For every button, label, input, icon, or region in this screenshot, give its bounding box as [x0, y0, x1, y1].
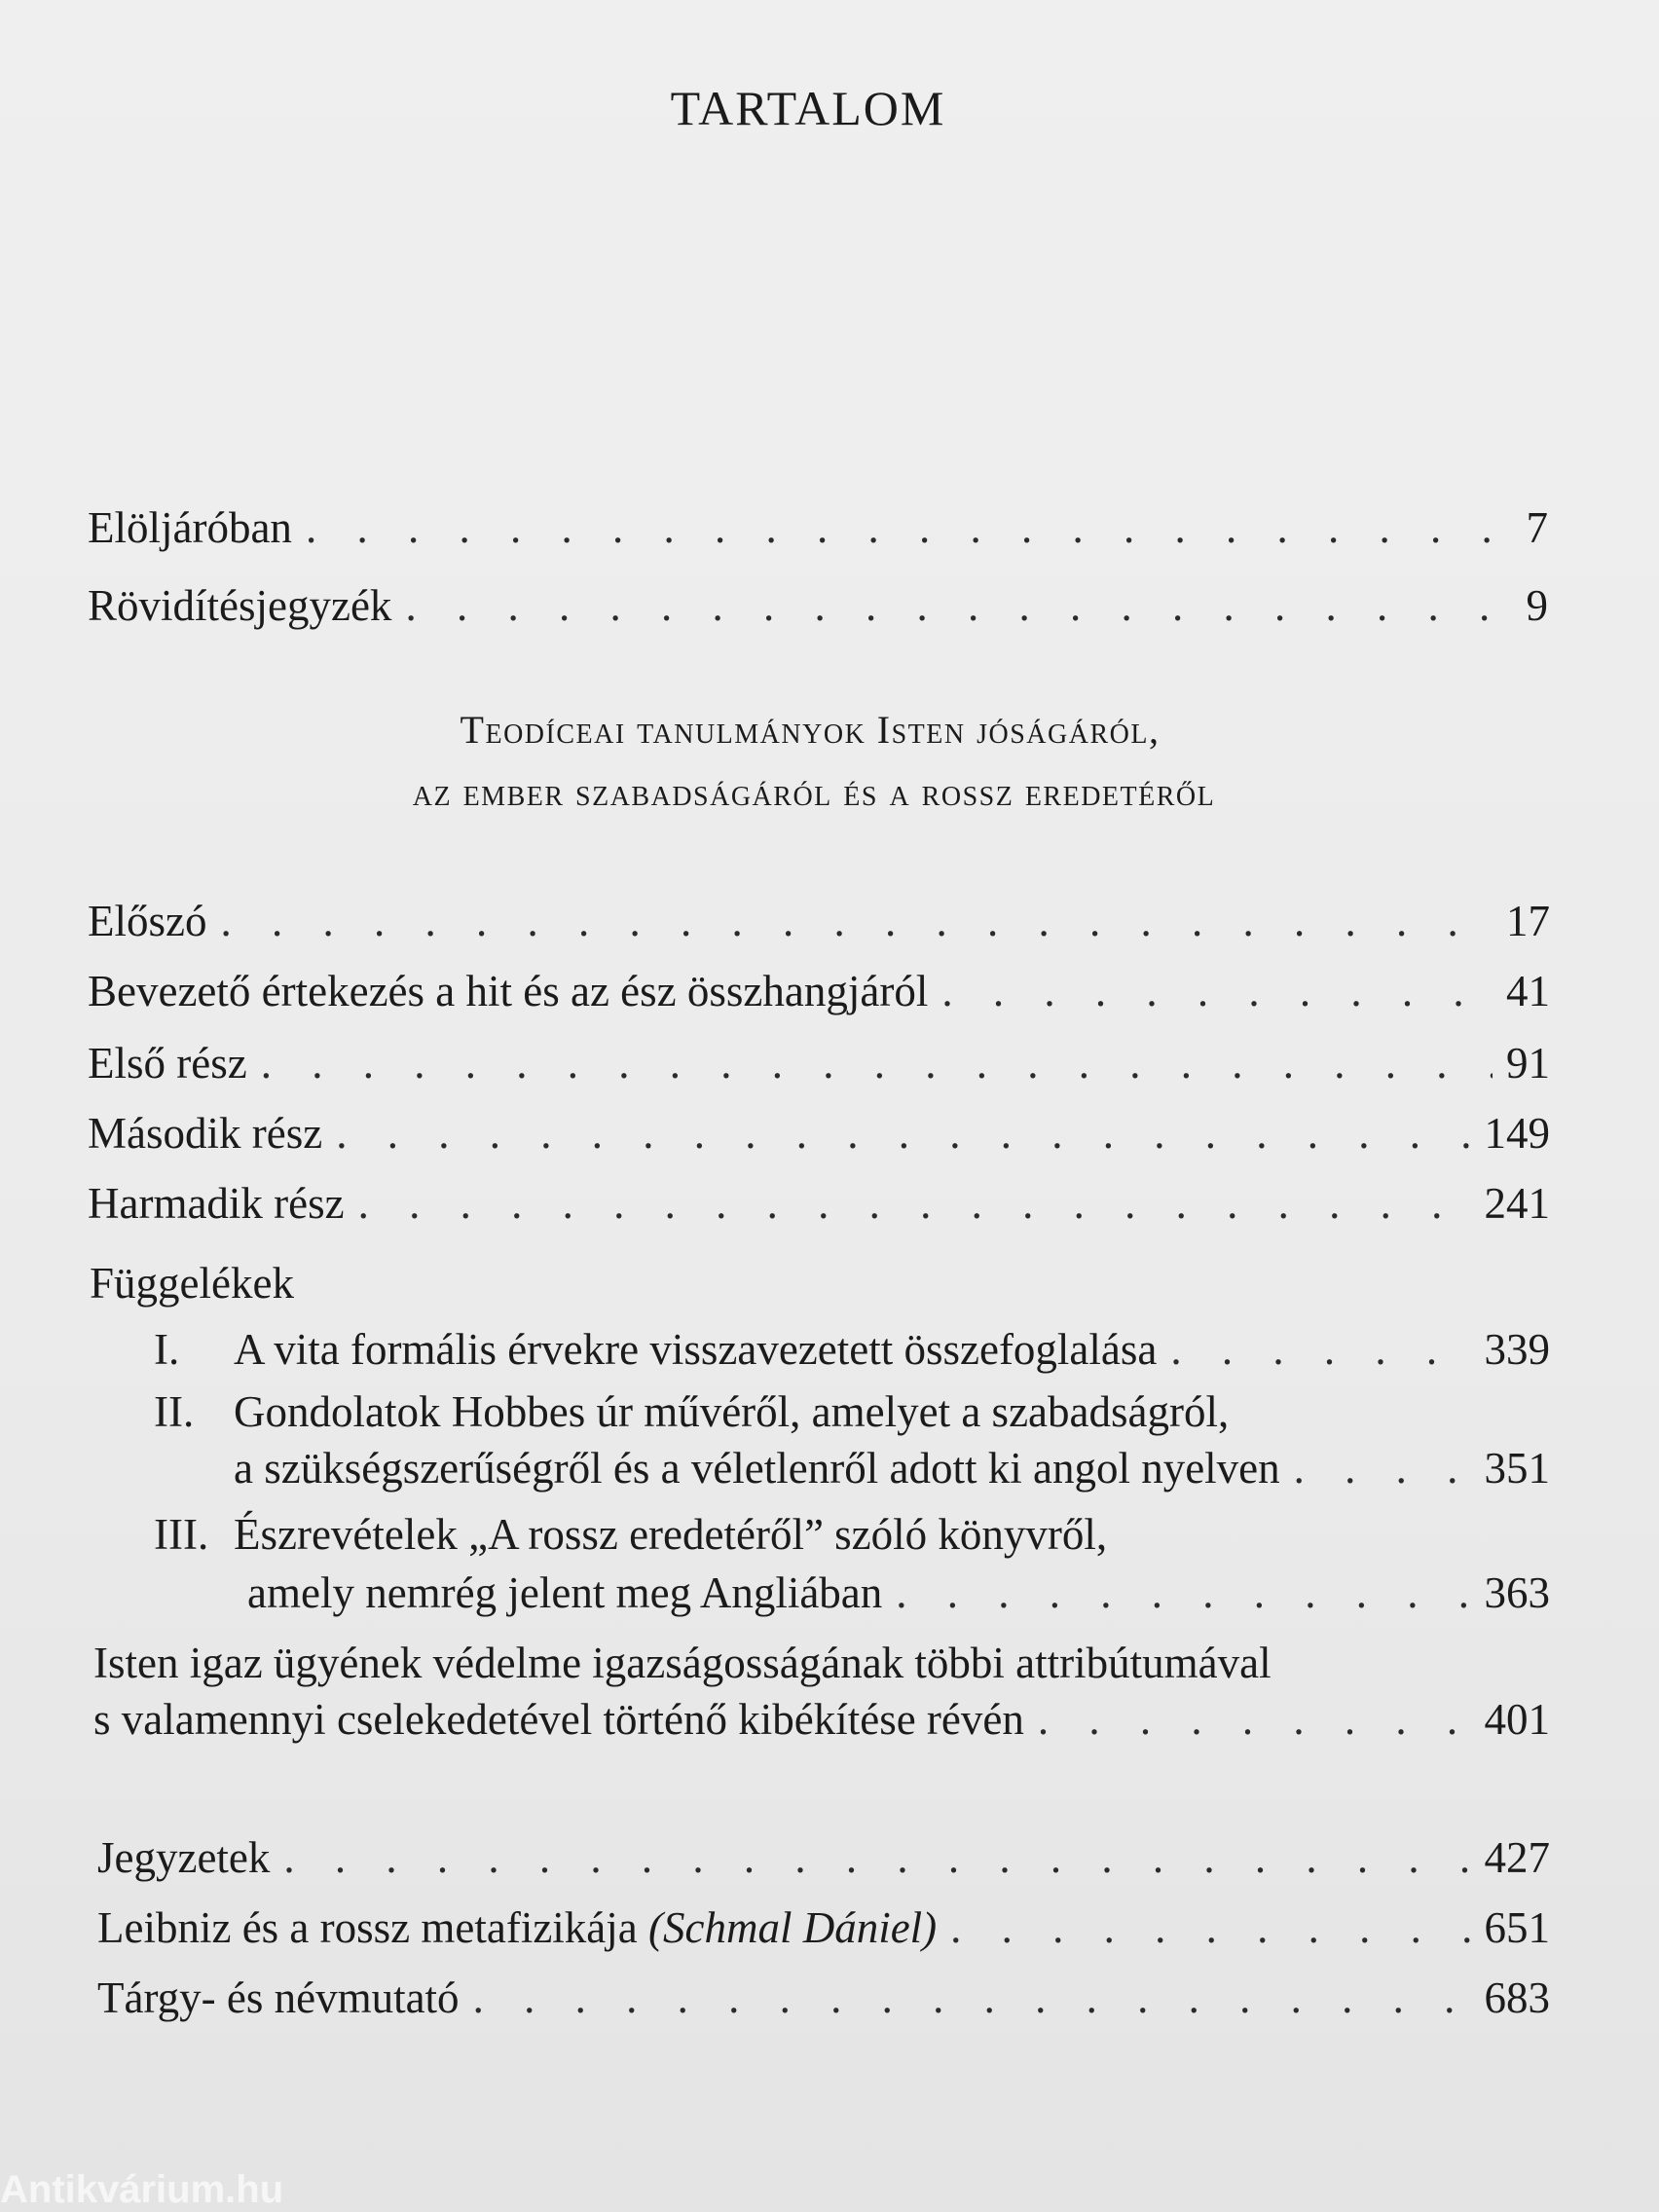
toc-entry: [97, 1900, 1550, 1955]
toc-entry-page: 91: [1506, 1039, 1550, 1088]
leader-dots: [941, 964, 1493, 1018]
toc-entry-page: 427: [1484, 1833, 1550, 1882]
leader-dots: [261, 1036, 1493, 1090]
toc-entry: [88, 1176, 1550, 1231]
appendix-title: Gondolatok Hobbes úr művéről, amelyet a szabadságról,: [234, 1387, 1230, 1436]
leader-dots: [358, 1176, 1471, 1231]
leader-dots: [306, 500, 1513, 555]
toc-entry-page: 241: [1484, 1179, 1550, 1228]
toc-entry-label: Leibniz és a rossz metafizikája: [97, 1903, 638, 1952]
toc-entry-label: Rövidítésjegyzék: [88, 581, 392, 630]
toc-entry: [88, 500, 1548, 555]
causa-dei-line-1: Isten igaz ügyének védelme igazságosságának többi attribútumával: [93, 1639, 1272, 1687]
leader-dots: [336, 1106, 1470, 1161]
toc-entry-page: 9: [1526, 581, 1548, 630]
toc-entry: [88, 964, 1550, 1018]
toc-entry-page: 7: [1526, 503, 1548, 552]
toc-entry-label: Elöljáróban: [88, 503, 292, 552]
leader-dots: [950, 1900, 1470, 1955]
leader-dots: [1170, 1322, 1470, 1377]
leader-dots: [283, 1830, 1470, 1885]
toc-entry-page: 339: [1484, 1325, 1550, 1374]
toc-entry-page: 401: [1484, 1695, 1550, 1744]
toc-entry-label: Első rész: [88, 1039, 247, 1088]
toc-entry-page: 41: [1506, 967, 1550, 1015]
appendix-title: A vita formális érvekre visszavezetett összefoglalása: [234, 1325, 1158, 1374]
toc-entry-label: Bevezető értekezés a hit és az ész összhangjáról: [88, 967, 929, 1015]
toc-entry: [88, 1106, 1550, 1161]
appendix-entry-2-line-1: [154, 1384, 1229, 1439]
appendix-title-continued: amely nemrég jelent meg Angliában: [247, 1568, 883, 1617]
appendix-entry-2-line-2: [234, 1441, 1550, 1495]
leader-dots: [1038, 1692, 1471, 1747]
toc-entry: [88, 894, 1550, 948]
watermark: Antikvárium.hu: [0, 2168, 284, 2211]
appendix-title: Észrevételek „A rossz eredetéről” szóló könyvről,: [234, 1510, 1108, 1559]
causa-dei-title-continued: s valamennyi cselekedetével történő kibékítése révén: [93, 1695, 1024, 1744]
toc-entry: [88, 578, 1548, 633]
appendix-numeral: I.: [154, 1325, 180, 1374]
appendix-title-continued: a szükségszerűségről és a véletlenről adott ki angol nyelven: [234, 1444, 1280, 1493]
appendix-numeral: II.: [154, 1387, 195, 1436]
leader-dots: [1294, 1441, 1471, 1495]
appendix-entry-3-line-1: [154, 1507, 1107, 1562]
toc-entry: [97, 1830, 1550, 1885]
toc-entry-label: Harmadik rész: [88, 1179, 345, 1228]
appendix-numeral: III.: [154, 1510, 209, 1559]
page-title: TARTALOM: [670, 81, 946, 135]
toc-entry-page: 351: [1484, 1444, 1550, 1493]
toc-entry-page: 17: [1506, 897, 1550, 945]
toc-entry-page: 363: [1484, 1568, 1550, 1617]
section-heading-line-2: az ember szabadságáról és a rossz eredetéről: [412, 770, 1216, 814]
toc-entry-label: Második rész: [88, 1109, 323, 1158]
toc-entry-label: Tárgy- és névmutató: [97, 1973, 460, 2022]
section-heading-line-1: Teodíceai tanulmányok Isten jóságáról,: [460, 708, 1161, 752]
causa-dei-line-2: [93, 1692, 1550, 1747]
toc-entry-label: Jegyzetek: [97, 1833, 271, 1882]
toc-entry-page: 651: [1484, 1903, 1550, 1952]
leader-dots: [220, 894, 1493, 948]
toc-entry-label: Előszó: [88, 897, 207, 945]
toc-entry: [88, 1036, 1550, 1090]
appendix-heading: Függelékek: [90, 1259, 294, 1308]
toc-entry: [97, 1971, 1550, 2025]
leader-dots: [405, 578, 1512, 633]
toc-entry-author: (Schmal Dániel): [648, 1903, 938, 1952]
leader-dots: [896, 1566, 1470, 1620]
leader-dots: [473, 1971, 1471, 2025]
toc-entry-page: 149: [1484, 1109, 1550, 1158]
appendix-entry-3-line-2: [247, 1566, 1550, 1620]
appendix-entry-1: [154, 1322, 1550, 1377]
toc-entry-page: 683: [1484, 1973, 1550, 2022]
